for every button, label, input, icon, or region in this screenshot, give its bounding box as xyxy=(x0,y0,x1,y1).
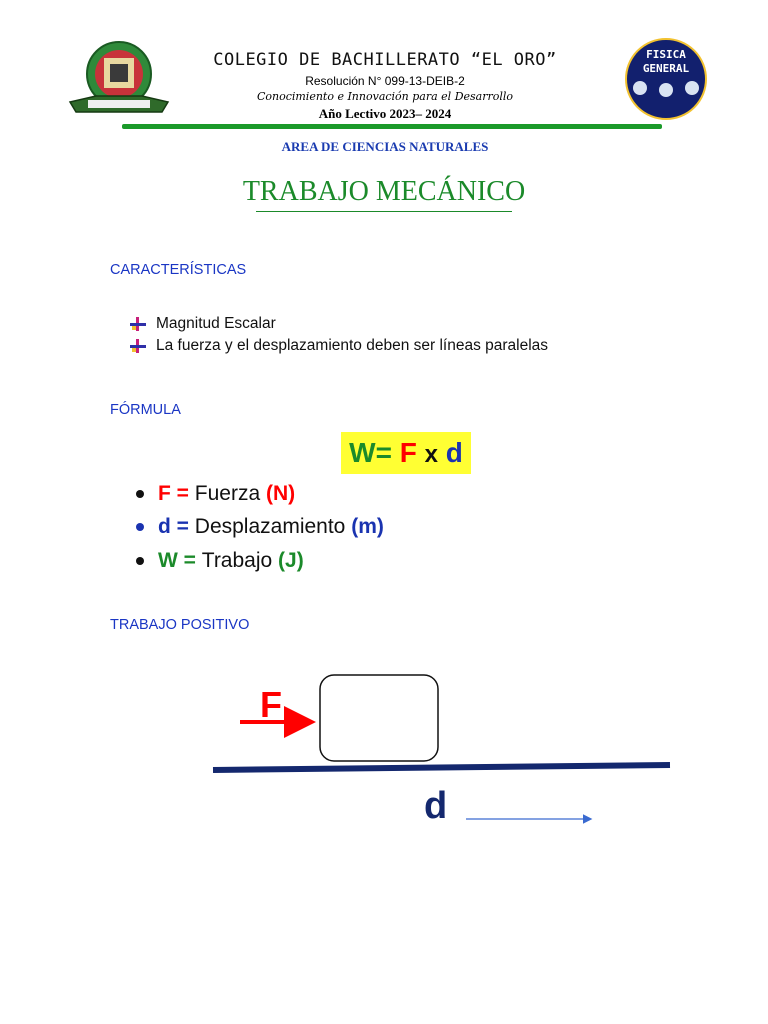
formula-f: F xyxy=(399,437,417,468)
definition-work xyxy=(136,549,304,573)
definition-unit: (J) xyxy=(278,549,304,572)
bullet-dot-icon xyxy=(136,523,144,531)
formula-times: x xyxy=(424,441,438,468)
resolution-number: Resolución N° 099-13-DEIB-2 xyxy=(305,74,465,88)
ground-line xyxy=(213,765,670,770)
definition-unit: (m) xyxy=(351,515,384,538)
logo-line-1: FISICA xyxy=(646,48,686,61)
area-name: AREA DE CIENCIAS NATURALES xyxy=(281,139,489,154)
formula-highlight xyxy=(341,432,471,474)
definition-unit: (N) xyxy=(265,482,296,505)
formula-w: W= xyxy=(349,437,392,468)
definition-symbol: W = xyxy=(158,549,196,572)
school-name: COLEGIO DE BACHILLERATO “EL ORO” xyxy=(213,50,557,70)
positive-work-diagram xyxy=(200,660,680,840)
header-divider xyxy=(122,124,662,129)
definition-name: Fuerza xyxy=(194,482,261,505)
definition-symbol: F = xyxy=(158,482,189,505)
plus-bullet-icon xyxy=(130,339,148,353)
logo-line-2: GENERAL xyxy=(642,62,690,75)
block-box xyxy=(320,675,438,761)
characteristics-heading: CARACTERÍSTICAS xyxy=(110,262,247,278)
list-item xyxy=(130,315,276,333)
formula-heading: FÓRMULA xyxy=(110,402,181,418)
bullet-dot-icon xyxy=(136,557,144,565)
list-item-text: Magnitud Escalar xyxy=(156,315,276,332)
displacement-label: d xyxy=(424,785,448,827)
list-item-text: La fuerza y el desplazamiento deben ser líneas paralelas xyxy=(156,337,549,354)
title-underline xyxy=(256,211,512,212)
list-item xyxy=(130,337,548,355)
definition-displacement xyxy=(136,515,384,539)
definition-name: Desplazamiento xyxy=(194,515,346,538)
force-label: F xyxy=(260,684,282,725)
bullet-dot-icon xyxy=(136,490,144,498)
school-motto: Conocimiento e Innovación para el Desarrollo xyxy=(256,90,514,103)
formula-d: d xyxy=(445,437,463,468)
plus-bullet-icon xyxy=(130,317,148,331)
school-year: Año Lectivo 2023– 2024 xyxy=(318,106,452,121)
definition-symbol: d = xyxy=(158,515,189,538)
page-title: TRABAJO MECÁNICO xyxy=(242,176,526,207)
fisica-general-logo xyxy=(622,38,710,120)
definition-name: Trabajo xyxy=(201,549,273,572)
positive-work-heading: TRABAJO POSITIVO xyxy=(110,617,250,633)
definition-force xyxy=(136,482,295,506)
